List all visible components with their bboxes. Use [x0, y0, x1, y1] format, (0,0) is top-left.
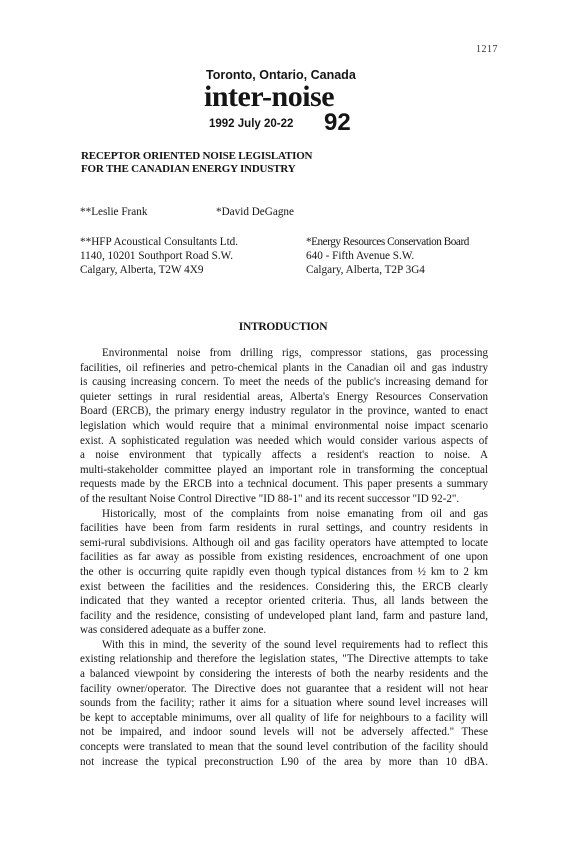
conference-location: Toronto, Ontario, Canada [206, 68, 356, 82]
body-line: existing relationship and therefore the legislation states, "The Directive attempts to take [80, 653, 488, 666]
body-line: is causing increasing concern. To meet the needs of the public's increasing demand for [80, 376, 488, 389]
body-line: exist. A sophisticated regulation was needed which would consider various aspects of [80, 434, 488, 447]
body-line: a balanced viewpoint by considering the interests of both the nearby residents and the [80, 668, 488, 681]
conference-dates: 1992 July 20-22 [209, 118, 294, 130]
conference-year: 92 [324, 109, 351, 136]
body-line: requests made by the ERCB into a technical document. This paper presents a summary [80, 478, 488, 491]
body-line: facility owner/operator. The Directive does not guarantee that a resident will not hear [80, 682, 488, 695]
body-line: concepts were translated to mean that the sound level contribution of the facility should [80, 741, 488, 754]
body-line: not increase the typical preconstruction L90 of the area by more than 10 dBA. [80, 755, 488, 768]
body-line: semi-rural subdivisions. Although oil and gas facility operators have attempted to locate [80, 536, 488, 549]
body-line: sounds from the facility; rather it aims for a situation where sound level increases will [80, 697, 488, 710]
body-line: the other is occurring quite rapidly even though typical distances from ½ km to 2 km [80, 565, 488, 578]
body-line: facilities, oil refineries and petro-chemical plants in the Canadian oil and gas industry [80, 361, 488, 374]
page-number: 1217 [476, 44, 498, 55]
body-line: Environmental noise from drilling rigs, compressor stations, gas processing [102, 347, 488, 359]
section-heading: INTRODUCTION [238, 321, 328, 333]
body-line: quieter settings in rural residential areas, Alberta's Energy Resources Conservation [80, 390, 488, 403]
body-line: facility and the residence, consisting of undeveloped plant land, farm and pasture land, [80, 609, 488, 622]
body-line: Historically, most of the complaints from noise emanating from oil and gas [102, 507, 488, 520]
body-line: indicated that they wanted a receptor oriented criteria. Thus, all lands between the [80, 595, 488, 608]
author-name-2: *David DeGagne [216, 206, 294, 218]
affiliation-2-line-3: Calgary, Alberta, T2P 3G4 [306, 264, 425, 276]
author-name-1: **Leslie Frank [80, 206, 148, 218]
body-line: not be impaired, and indoor sound levels will not be adversely affected." These [80, 726, 488, 739]
body-line: Board (ERCB), the primary energy industry regulator in the province, wanted to enact [80, 405, 488, 418]
body-line: was considered adequate as a buffer zone. [80, 624, 267, 637]
body-line: With this in mind, the severity of the sound level requirements had to reflect this [102, 638, 488, 651]
body-line: a noise environment that typically affects a resident's reaction to noise. A [80, 449, 488, 462]
affiliation-2-line-1: *Energy Resources Conservation Board [306, 236, 469, 248]
body-line: of the resultant Noise Control Directive "ID 88-1" and its recent successor "ID 92-2". [80, 492, 460, 505]
body-line: facilities as far away as possible from existing residences, encroachment of one upon [80, 551, 488, 564]
affiliation-1-line-3: Calgary, Alberta, T2W 4X9 [80, 264, 204, 276]
body-line: exist between the facilities and the residences. Considering this, the ERCB clearly [80, 580, 488, 593]
body-line: multi-stakeholder committee played an important role in transforming the conceptual [80, 463, 488, 476]
affiliation-1-line-1: **HFP Acoustical Consultants Ltd. [80, 236, 239, 248]
body-line: facilities have been from farm residents in rural settings, and country residents in [80, 522, 488, 535]
affiliation-1-line-2: 1140, 10201 Southport Road S.W. [80, 250, 234, 262]
paper-title-line-1: RECEPTOR ORIENTED NOISE LEGISLATION [81, 150, 313, 162]
affiliation-2-line-2: 640 - Fifth Avenue S.W. [306, 250, 415, 262]
paper-title-line-2: FOR THE CANADIAN ENERGY INDUSTRY [81, 163, 296, 175]
body-line: legislation which would require that a minimal environmental noise impact scenario [80, 419, 488, 432]
body-line: be kept to acceptable minimums, over all quality of life for neighbours to a facility will [80, 711, 488, 724]
body-text [80, 346, 488, 769]
conference-logo: inter-noise [204, 80, 335, 113]
